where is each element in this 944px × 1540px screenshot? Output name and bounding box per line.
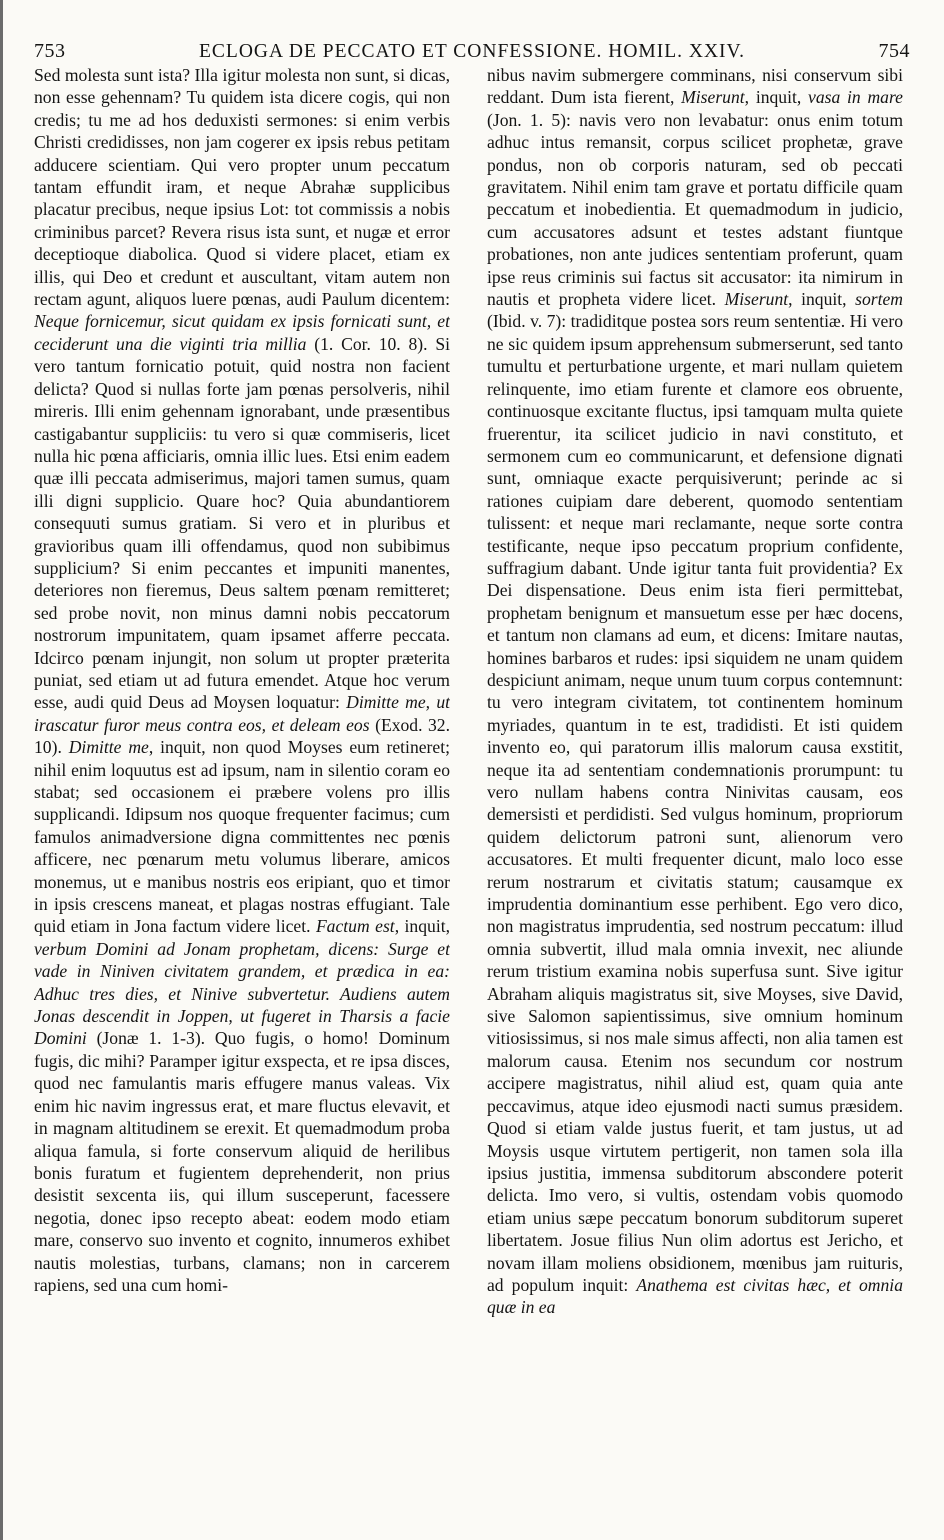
text-run: Sed molesta sunt ista? Illa igitur molesta non sunt, si dicas, non esse gehennam? Tu quidem ista dicere cogis, qui non credis; tu me ad hos deduxisti sermones: si enim verbis Christi credidisses, non jam cogerer ex ipsis rebus petitam adducere scientiam. Qui vero propter unum peccatum tantam effundit iram, et neque Abrahæ supplicibus placatur precibus, neque ipsius Lot: tot commissis a nobis criminibus parcet? Revera risus ista sunt, et nugæ et error deceptioque diabolica. Quod si videre placet, etiam ex illis, qui Deo et credunt et auscultant, vitam autem non rectam agunt, aliquos luere pœnas, audi Paulum dicentem: bbox=[34, 65, 450, 310]
page-header bbox=[34, 40, 910, 66]
running-title: ECLOGA DE PECCATO ET CONFESSIONE. HOMIL. XXIV. bbox=[199, 41, 745, 62]
italic-text-run: Dimitte me bbox=[68, 737, 149, 758]
italic-text-run: verbum Domini ad Jonam prophetam, dicens: Surge et vade in Niniven civitatem grandem, et prædica in ea: Adhuc tres dies, et Ninive subvertetur. Audiens autem Jonas descendit in Joppen, ut fugeret in Tharsis a facie Domini bbox=[34, 938, 450, 1049]
text-run: nibus navim submergere comminans, nisi conservum sibi reddant. Dum ista fierent, bbox=[487, 65, 903, 108]
text-run: (Jonæ 1. 1-3). Quo fugis, o homo! Dominum fugis, dic mihi? Paramper igitur exspecta, et re ipsa disces, quod nec famulantis maris effugere manus valeas. Vix enim hic navim ingressus erat, et mare fluctus elevavit, et in magnam altitudinem se erexit. Et quemadmodum proba aliqua famula, si forte conservum aliquid de herilibus bonis furatum et fugientem deprehenderit, non prius desistit sexcenta iis, qui illum susceperunt, facessere negotia, donec ipso recepto abeat: eodem modo etiam mare, conservo suo invento et cognito, innumeros exhibet nautis molestias, turbans, clamans; non in carcerem rapiens, sed una cum homi- bbox=[34, 1028, 450, 1295]
italic-text-run: Factum est bbox=[315, 916, 395, 937]
italic-text-run: sortem bbox=[855, 289, 903, 310]
left-column-text bbox=[34, 64, 450, 1296]
text-run: , inquit, bbox=[788, 289, 856, 310]
right-column bbox=[487, 64, 903, 1526]
text-run: (Ibid. v. 7): tradiditque postea sors reum sententiæ. Hi vero ne sic quidem ipsum apprehensum submerserunt, sed tanto tumultu et perturbatione urgente, et mari nullam quietem relinquente, imo etiam furente et clamore eos obruente, continuosque excitante fluctus, ipsi tamquam multa quiete fruerentur, ita scilicet judicio in navi constituto, et sermonem cum eo communicarunt, et defensione dignati sunt, omniaque exacte perquisiverunt; perinde ac si rationes cuipiam dare deberent, quomodo sententiam tulissent: et neque mari reclamante, neque sorte contra testificante, neque ipso peccatum proprium confidente, suffragium dabant. Unde igitur tanta fuit providentia? Ex Dei dispensatione. Deus enim ista fieri permittebat, prophetam benignum et mansuetum esse per hæc docens, et tantum non clamans ad eum, et dicens: Imitare nautas, homines barbaros et rudes: ipsi siquidem ne unam quidem despiciunt animam, neque unum tuum corpus contemnunt: tu vero integram civitatem, tot continentem hominum myriades, quantum in te est, tradidisti. Et isti quidem invento eo, qui paratorum illis malorum causa exstitit, neque ita ad sententiam condemnationis prorumpunt: tu vero nullam habens contra Ninivitas causam, eos demersisti et perdidisti. Sed vulgus hominum, propriorum quidem delictorum patroni sunt, alienorum vero accusatores. Et multi frequenter dicunt, malo loco esse rerum nostrarum et civitatis statum; causamque ex imprudentia dominantium esse perhibent. Ego vero dico, non magistratus imprudentia, sed nostrum peccatum: illud omnia subvertit, illud mala omnia invexit, nec aliunde rerum tristium examina nobis superfusa sunt. Sive igitur Abraham aliquis magistratus sit, sive Moyses, sive David, sive Salomon sapientissimus, sive omnium hominum vitiosissimus, si nos male simus affecti, non alia tamen est malorum causa. Etenim nos secundum cor nostrum accipere magistratus, nihil aliud est, quam quia ante peccavimus, atque ideo ejusmodi nacti sumus præsidem. Quod si etiam valde justus fuerit, et tam justus, ut ad Moysis usque virtutem pertigerit, non tamen sola illa ipsius justitia, immensa subditorum abscondere poterit delicta. Imo vero, si vultis, ostendam vobis quomodo etiam unius sæpe peccatum bonorum subditorum superet libertatem. Josue filius Nun olim adortus est Jericho, et novam illam moliens obsidionem, mœnibus jam ruituris, ad populum inquit: bbox=[487, 311, 903, 1295]
text-run: (Jon. 1. 5): navis vero non levabatur: onus enim totum adhuc intus remansit, corpus scilicet prophetæ, grave pondus, non ob corporis naturam, sed ob peccati gravitatem. Nihil enim tam grave et portatu difficile quam peccatum et inobedientia. Et quemadmodum in judicio, cum accusatores adsunt et testes adstant fiuntque probationes, non ante judices sententiam proferunt, quam ipse reus criminis sui factus sit accusator: ita nimirum in nautis et propheta videre licet. bbox=[487, 109, 903, 310]
italic-text-run: Anathema est civitas hæc, et omnia quæ in ea bbox=[487, 1274, 903, 1318]
page-number-right: 754 bbox=[878, 40, 910, 62]
italic-text-run: Neque fornicemur, sicut quidam ex ipsis fornicati sunt, et ceciderunt una die viginti tria millia bbox=[34, 311, 450, 354]
text-run: , inquit, bbox=[744, 87, 809, 108]
italic-text-run: Dimitte me, ut irascatur furor meus contra eos, et deleam eos bbox=[34, 692, 450, 735]
italic-text-run: vasa in mare bbox=[808, 87, 903, 108]
text-run: (1. Cor. 10. 8). Si vero tantum fornicatio potuit, quid nostra non facient delicta? Quod si nullas forte jam pœnas persolveris, nihil mireris. Illi enim gehennam ignorabant, unde præsentibus castigabantur suppliciis: tu vero si quæ commiseris, licet nulla hic pœna afficiaris, omnia illic lues. Etsi enim eadem quæ illi peccata admiserimus, majori tamen sumus, quam illi digni supplicio. Quare hoc? Quia abundantiorem consequuti sumus gratiam. Si vero et in pluribus et gravioribus quam illi offendamus, quod non subibimus supplicium? Si enim peccantes et impuniti manentes, deteriores non fieremus, Deus saltem pœnam remitteret; sed probe novit, non minus damni nobis peccatorum nostrorum impunitatem, quam ipsamet afferre peccata. Idcirco pœnam injungit, non solum ut propter præterita puniat, sed etiam ut ad futura emendet. Atque hoc verum esse, audi quid Deus ad Moysen loquatur: bbox=[34, 333, 450, 713]
page-edge bbox=[0, 0, 3, 1540]
left-column bbox=[34, 64, 450, 1526]
italic-text-run: Miserunt bbox=[724, 289, 789, 310]
italic-text-run: Miserunt bbox=[681, 87, 745, 108]
text-run: , inquit, bbox=[394, 916, 450, 937]
page-number-left: 753 bbox=[34, 40, 66, 62]
text-run: (Exod. 32. 10). bbox=[34, 714, 450, 758]
right-column-text bbox=[487, 64, 903, 1319]
text-run: , inquit, non quod Moyses eum retineret; nihil enim loquutus est ad ipsum, nam in silentio coram eo stabat; sed occasionem ei præbere volens pro illis supplicandi. Idipsum nos quoque frequenter facimus; cum famulos animadversione digna committentes nec pœnis afficere, nec pœnarum metu volumus liberare, amicos monemus, ut e manibus nostris eos eripiant, quo et timor in ipsis crescens maneat, et plagas nostras effugiant. Tale quid etiam in Jona factum videre licet. bbox=[34, 737, 450, 937]
